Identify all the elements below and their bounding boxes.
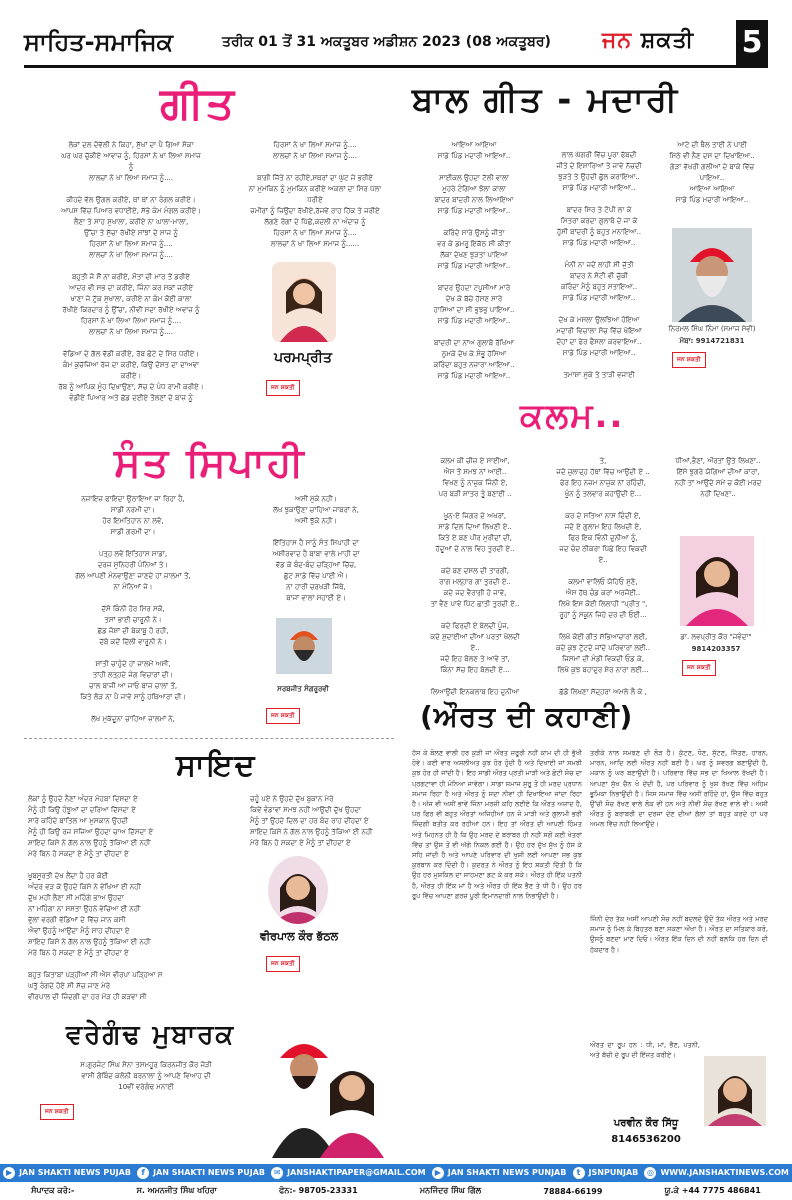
madari-phone: ਮੋਬਾ: 9914721831 <box>679 337 745 345</box>
footer-name-1: ਸ. ਅਮਨਜੀਤ ਸਿੰਘ ਖਹਿਰਾ <box>136 1186 217 1195</box>
madari-col-2: ਲਾਲ ਘੱਗਰੀ ਵਿੱਚ ਪੂਰਾ ਫੱਬਦੀ ਜੀਤੇ ਦੇ ਇਸ਼ਾਰਿਆਂ ਤੇ ਜਾਵੇ ਨੱਚਦੀ ਝੁੜਤੇ ਤੇ ਉਹਦੀ ਛੁੱਲ ਕਰਾਇਆ.. ਸਾਡੇ ਪਿੰਡ ਮਦਾਰੀ ਆਇਆ.. ਬਾਂਦਰ ਸਿਰ ਤੇ ਟੋਪੀ ਲਾ ਕੇ ਮਿੱਤਰਾਂ ਕਰਦਾ ਗੁਲਾਬੋ ਦੇ ਜਾ ਕੇ ਹੁੱਸੀ ਬਾਂਦਰੀ ਨੂੰ ਬਹੁਤ ਮਨਾਇਆ.. ਸਾਡੇ ਪਿੰਡ ਮਦਾਰੀ ਆਇਆ.. ਮੰਨੀ ਨਾ ਜਦੋਂ ਲਾਹੀ ਸੀ ਜੁੱਤੀ ਬਾਂਦਰ ਨੇ ਸੋਟੀ ਵੀ ਚੁੱਕੀ ਕਰਿੰਦਾ ਮੈਨੂੰ ਬਹੁਤ ਸਤਾਇਆ.. ਸਾਡੇ ਪਿੰਡ ਮਦਾਰੀ ਆਇਆ.. ਦੇਖ ਕੇ ਮਸਲਾ ਉਲਝਿਆ ਹੋਇਆ ਮਦਾਰੀ ਵਿਚਾਲਾ ਸੋਚ ਵਿੱਚ ਖੋਇਆ ਦੋਹਾਂ ਦਾ ਫੇਰ ਫੈਸਲਾ ਕਰਵਾਇਆ.. ਸਾਡੇ ਪਿੰਡ ਮਦਾਰੀ ਆਇਆ.. ਤਮਾਸ਼ਾ ਮੁੱਕੇ ਤੇ ਤਾੜੀ ਵਜਾਈ <box>556 151 642 379</box>
saaid-poem-left: ਲੋਕਾਂ ਨੂੰ ਉਹਦੇ ਨੈਣਾਂ ਅੰਦਰ ਮੋਹਬਾ ਦਿਸਦਾ ਏ ਮੈਨੂੰ ਹੀ ਕਿਉਂ ਹੰਝੂਆਂ ਦਾ ਦਰਿਆ ਦਿੱਸਦਾ ਏ ਸਾਰੇ ਕਹਿੰਦੇ ਬਾਤਿਲ ਆ ਮੁਸਕਾਨ ਉਹਦੀ ਮੈਨੂੰ ਹੀ ਕਿਉਂ ਰਜ ਸਜਿਆ ਉਹਦਾ ਚਾਅ ਦਿੱਸਦਾ ਏ ਸ਼ਾਇਦ ਕਿਸੇ ਨੇ ਗੱਲ ਨਾਲ ਉਹਨੂੰ ਤੱਕਿਆ ਈ ਨਹੀਂ ਮੇਰੇ ਬਿਨ ਹੋ ਸਕਦਾ ਏ ਮੈਨੂੰ ਤਾਂ ਦੀਂਹਦਾ ਏ ਖੂਬਸੂਰਤੀ ਦੇਖ ਲੈਂਦਾ ਹੈ ਹਰ ਕੋਈ ਅੰਦਰ ਵੜ ਕੇ ਉਹਦੇ ਕਿਸੇ ਨੇ ਵੇਖਿਆ ਈ ਨਹੀਂ ਦੁੱਖ ਮਹੀਂ ਲੈਣਾ ਸੀ ਮਹਿੰਗੇ ਭਾਅ ਉਹਦਾ ਨਾਂ ਮਹਿੰਗਾ ਨਾ ਸਸਤਾ ਉਹਨੇ ਵੇਚਿਆ ਈ ਨਹੀਂ ਵੁੱਲਾਂ ਵਰਗੀ ਵੱਡਿਆਂ ਦੇ ਵਿੱਚ ਜਾਨ ਕਸੀ ਐਵਾਂ ਉਹਨੂੰ ਆਉਂਦਾ ਮੈਨੂੰ ਸਾਹ ਦੀਂਹਦਾ ਏ ਸ਼ਾਇਦ ਕਿਸੇ ਨੇ ਗੱਲ ਨਾਲ ਉਹਨੂੰ ਤੱਕਿਆ ਈ ਨਹੀਂ ਮੇਰੇ ਬਿਨ ਹੋ ਸਕਦਾ ਏ ਮੈਨੂੰ ਤਾਂ ਦੀਂਹਦਾ ਏ ਬਹੁਤ ਕਿਤਾਬਾਂ ਪੜ੍ਹੀਆਂ ਸੀ ਐਸ ਵੀਰਪਾ ਪੜ੍ਹਿਆ ਸ ਘਤੁੱ ਰੰਗਦੇ ਹੋਏ ਸੀ ਸੱਚ ਜਾਣ ਮੇਰੇ ਵੀਰਪਾਲ ਦੀ ਜ਼ਿੰਦਗੀ ਦਾ ਹਰ ਮੋੜ ਹੀ ਕੜਵਾ ਸੀ <box>28 795 163 1001</box>
aurat-col-2: ਤਰੀਕੇ ਨਾਲ ਸਮਝਣ ਦੀ ਲੋੜ ਹੈ। ਕੁੱਟਣ, ਧੋਣ, ਸੁੱਟਣ, ਜਿੱਤਣ, ਹਾਰਨ, ਮਾਰਨ, ਆਦਿ ਲਈ ਔਰਤ ਨਹੀਂ ਬਣੀ ਹੈ। ਘਰ ਨੂੰ ਸਵਰਗ ਬਣਾਉਂਦੀ ਹੈ, ਮਕਾਨ ਨੂੰ ਘਰ ਬਣਾਉਂਦੀ ਹੈ। ਪਰਿਵਾਰ ਵਿੱਚ ਸਭ ਦਾ ਖਿਆਲ ਰੱਖਦੀ ਹੈ। ਆਪਣਾ ਸੁੱਖ ਚੈਨ ਖੋ ਦੇਂਦੀ ਹੈ, ਪਰ ਪਰਿਵਾਰ ਨੂੰ ਖੁਸ਼ ਰੱਖਣ ਵਿੱਚ ਅਹਿਮ ਭੂਮਿਕਾ ਨਿਭਾਉਂਦੀ ਹੈ। ਜਿਸ ਸਮਾਜ ਵਿੱਚ ਅਸੀਂ ਰਹਿੰਦੇ ਹਾਂ, ਉਸ ਵਿੱਚ ਬਹੁਤ ਉੱਚੀ ਸੋਚ ਰੱਖਣ ਵਾਲੇ ਲੋਕ ਵੀ ਹਨ ਅਤੇ ਨੀਵੀਂ ਸੋਚ ਰੱਖਣ ਵਾਲੇ ਵੀ। ਅਸੀਂ ਔਰਤ ਨੂੰ ਬਰਾਬਰੀ ਦਾ ਦਰਜਾ ਦੇਣ ਦੀਆਂ ਗੱਲਾਂ ਤਾਂ ਬਹੁਤ ਕਰਦੇ ਹਾਂ ਪਰ ਅਮਲ ਵਿੱਚ ਨਹੀਂ ਲਿਆਉਂਦੇ। <box>590 749 768 829</box>
couple-photo <box>272 1024 384 1158</box>
footer-contacts <box>0 1182 792 1200</box>
footer-social-bar <box>0 1164 792 1182</box>
author-photo-nirmal <box>672 228 752 322</box>
jan-shakti-badge: ਜਨ ਸ਼ਕਤੀ <box>266 708 300 724</box>
kalam-col-2: ਤੇ, ਜਦੋ ਜ਼ੁਲਾਦ੍ਹ ਹੱਥਾਂ ਵਿੱਚ ਆਉਂਦੀ ਏ .. ਫੇਰ ਇਹ ਨਜ਼ਮ ਨਾਜ਼ੁਕ ਨਾਂ ਰਹਿੰਦੀ, ਖੂੰਨ ਨੂੰ ਤਲਵਾਰ ਕਹਾਉਂਦੀ ਏ... ਕਰ ਦੇ ਸਤਿਆ ਨਾਸ ਦਿੰਦੀ ਏ, ਜਦੋ ਏ ਗੁਲਾਮ ਇਹ ਲਿਖਦੀ ਏ, ਫਿਰ ਇਕ ਵਿੰਨੀ ਦੁਨੀਆ ਨੂੰ, ਜਦ ਚੰਦ ਠੀਕਰਾ ਪਿੱਛੇ ਇਹ ਵਿਕਦੀ ਏ.. ਕਲਮਾਂ ਵਾਲਿਓ ਯੋਹਿਓ ਸੁਣੋ, ਐਸ ਹੱਥ ਚੰਡ ਕਰਾਂ ਅਰਜੋਈ.. ਲਿਖੋ ਇਸ ਕੋਈ ਲਿਲਾਹੀ "ਪ੍ਰੀਤ ", ਰੂਹਾਂ ਨੂੰ ਸਕੂਨ ਜਿਹੇ ਦਰ ਦੀ ਓਈ... ਲਿਖੋ ਕੋਈ ਗੀਤ ਸੱਭਿਆਚਾਰਾਂ ਲਈ, ਕਦੇ ਕੁਝ ਟੁੱਟਦੇ ਜਾਂਦੇ ਪਰਿਵਾਰਾਂ ਲਈ.. ਜਿਸਮਾਂ ਦੀ ਮੰਡੀ ਵਿਕਦੀ ਓਡ ਕੇ, ਲਿਖੋ ਕੁਝ ਬਹਾਦੁਰ ਸ਼ੇਰ ਨਾਰਾ ਲਈ... ਛੱਡੋ ਲਿਖਣਾ ਸੱਦ੍ਹਰਾ ਅਮਲੇ ਲੈ ਕੇ , <box>556 457 650 696</box>
sant-author: ਸਰਬਜੀਤ ਸੰਗਰੂਰਵੀ <box>277 685 329 693</box>
mail-icon: ✉ <box>271 1167 283 1179</box>
saaid-author: ਵੀਰਪਾਲ ਕੌਰ ਭੱਠਲ <box>259 930 339 943</box>
sant-poem-left: ਨਜ਼ਾਇਜ਼ ਫਾਇਦਾ ਉਠਾਇਆ ਜਾ ਰਿਹਾ ਹੈ, ਸਾਡੀ ਨਰਮੀ ਦਾ। ਹੋਰ ਇਮਤਿਹਾਨ ਨਾ ਲਵੋ, ਸਾਡੀ ਗਰਮੀ ਦਾ। ਪਤ੍ਹ ਲਵੋ ਇਤਿਹਾਸ ਸਾਡਾ, ਦਰਜ ਸੁਨਿਹਰੀ ਪੰਨਿਆਂ ਤੇ। ਗੱਲ ਆਪਣੀ ਮੰਨਵਾਉਣਾ ਜਾਣਦੇ ਹਾਂ ਜ਼ਾਲਮਾਂ ਤੋਂ, ਨਾ ਮੰਨਿਆਂ ਜੇ। ਦੱਸੋ ਕਿੰਨੀ ਹੋਰ ਸਿਰ ਸਕੋ, ਤਸਾਂ ਭਾਈ ਚਾਰੂਨੀ ਨੇ। ਛੱਡ ਜੋਸ਼ਾਂ ਦੀ ਬੇਕਾਬੂ ਹੋ ਰਹੀ, ਦੱਬੋ ਕਦੋਂ ਦਿੱਲੀ ਵਾਰੂਨੀ ਨੇ। ਸ਼ਾਂਤੀ ਚਾਹੁੰਦੇ ਹਾਂ ਜ਼ਾਲਮੋਂ ਅਸੀਂ, ਤਾਂਹੀ ਲਤ੍ਹਦੇ ਜੰਗ ਵਿਚਾਰਾਂ ਦੀ। ਚਾਲ ਬਾਜੀ ਆ ਜਾਓ ਬਾਜ਼ ਚਾਲਾਂ ਤੋਂ, ਕਿਤੇ ਲੋੜ ਨਾ ਪੈ ਜਾਵੇ ਸਾਨੂੰ ਹਥਿਆਰਾਂ ਦੀ। ਲੱਖ ਮੁਕੱਦੂਨਾ ਚਾਹਿਆ ਜ਼ਾਲਮਾਂ ਨੇ, <box>75 495 191 723</box>
footer-website-link[interactable]: ◎ WWW.JANSHAKTINEWS.COM <box>644 1167 788 1179</box>
saaid-poem-right: ਚਹੂੰ ਪਏ ਨੇ ਉਹਦੇ ਦੁੱਖ ਬੁਕਾਨ ਮੇਰੇ ਕਿਵੇਂ ਵੰਡਾਵਾਂ ਸਮਝ ਨਹੀਂ ਆਉਂਦੀ ਦੁੱਖ ਉਹਦਾ ਮੈਨੂੰ ਤਾਂ ਉਹਦੇ ਦਿਲ ਦਾ ਹਰ ਬੰਦ ਰਾਹ ਦੀਂਹਦਾ ਏ ਸ਼ਾਇਦ ਕਿਸੇ ਨੇ ਗੱਲ ਨਾਲ ਉਹਨੂੰ ਤੱਕਿਆ ਈ ਨਹੀਂ ਮੇਰੇ ਬਿਨ ਹੋ ਸਕਦਾ ਏ ਮੈਨੂੰ ਤਾਂ ਦੀਂਹਦਾ ਏ <box>250 795 373 847</box>
saaid-title: ਸਾਇਦ <box>176 748 257 783</box>
madari-author: ਨਿਰਮਲ ਸਿੰਘ ਨਿੰਮਾ (ਸਮਾਜ ਸੇਵੀ) <box>668 325 756 333</box>
footer-uk-phone: ਯੂ.ਕੇ +44 7775 486841 <box>664 1186 761 1195</box>
author-photo-lovepreet <box>680 536 754 626</box>
footer-facebook-link[interactable]: f JAN SHAKTI NEWS PUJAB <box>137 1167 265 1179</box>
aurat-tail: ਔਰਤ ਦਾ ਰੂਪ ਹਨ : ਧੀ, ਮਾਂ, ਭੈਣ, ਪਤਨੀ, ਅਤੇ ਬੱਚੀ ਦੇ ਰੂਪ ਦੀ ਇੱਜ਼ਤ ਕਰੀਏ। <box>590 1041 700 1060</box>
page-number: 5 <box>736 20 768 66</box>
wedding-text: ਸ:ਗੁਰਜੰਟ ਸਿੰਘ ਸੋਨਾ ਤਸਮਹੂਰ ਕਿਰਨਜੀਤ ਕੌਰ ਜੋੜੀ ਵਾਸੀ ਗੋਬਿੰਦ ਕਲੋਨੀ ਬਰਨਾਲਾ ਨੂੰ ਆਪਣੇ ਵਿਆਹ ਦੀ 10ਵੀਂ ਵਰੇਗੰਢ ਮਨਾਈ <box>80 1061 212 1091</box>
author-photo-parveen <box>704 1056 766 1126</box>
aurat-col-1: ਹੱਸ ਕੇ ਬੋਲਣ ਵਾਲੀ ਹਰ ਕੁੜੀ ਜਾਂ ਔਰਤ ਜ਼ਰੂਰੀ ਨਹੀਂ ਕਾਮ ਦੀ ਹੀ ਭੁੱਖੀ ਹੋਵੇ। ਕਈ ਵਾਰ ਅਸਲੀਅਤ ਕੁਝ ਹੋਰ ਹੁੰਦੀ ਹੈ ਅਤੇ ਦਿਖਾਈ ਜਾਂ ਸਮਝੀ ਕੁਝ ਹੋਰ ਹੀ ਜਾਂਦੀ ਹੈ। ਇਹ ਸਾਡੀ ਔਰਤ ਪ੍ਰਤੀ ਮਾੜੀ ਅਤੇ ਛੋਟੀ ਸੋਚ ਦਾ ਪ੍ਰਗਟਾਵਾ ਹੀ ਮੰਨਿਆ ਜਾਵੇਗਾ। ਸਾਡਾ ਸਮਾਜ ਸ਼ੁਰੂ ਤੋਂ ਹੀ ਮਰਦ ਪ੍ਰਧਾਨ ਸਮਾਜ ਰਿਹਾ ਹੈ ਅਤੇ ਔਰਤ ਨੂੰ ਸਦਾ ਨੀਵਾਂ ਹੀ ਦਿਖਾਇਆ ਜਾਂਦਾ ਰਿਹਾ ਹੈ। ਅੱਜ ਵੀ ਅਸੀਂ ਭਾਵੇਂ ਜਿੰਨਾ ਮਰਜ਼ੀ ਕਹਿ ਲਈਏ ਕਿ ਔਰਤ ਅਜ਼ਾਦ ਹੈ, ਪਰ ਫਿਰ ਵੀ ਬਹੁਤ ਔਰਤਾਂ ਅਜਿਹੀਆਂ ਹਨ ਜੋ ਮਾੜੀ ਅਤੇ ਗੁਲਾਮੀ ਭਰੀ ਜ਼ਿੰਦਗੀ ਬਤੀਤ ਕਰ ਰਹੀਆਂ ਹਨ। ਇਹ ਤਾਂ ਔਰਤ ਦੀ ਆਪਣੀ ਹਿੰਮਤ ਅਤੇ ਮਿਹਨਤ ਹੀ ਹੈ ਕਿ ਉਹ ਮਰਦ ਦੇ ਬਰਾਬਰ ਹੀ ਨਹੀਂ ਸਗੋਂ ਕਈ ਖੇਤਰਾਂ ਵਿੱਚ ਤਾਂ ਉਸ ਤੋਂ ਵੀ ਅੱਗੇ ਨਿਕਲ ਗਈ ਹੈ। ਉਹ ਹਰ ਦੁੱਖ ਸੁੱਖ ਨੂੰ ਹੱਸ ਕੇ ਸਹਿ ਜਾਂਦੀ ਹੈ ਅਤੇ ਆਪਣੇ ਪਰਿਵਾਰ ਦੀ ਖੁਸ਼ੀ ਲਈ ਆਪਣਾ ਸਭ ਕੁਝ ਕੁਰਬਾਨ ਕਰ ਦਿੰਦੀ ਹੈ। ਕੁਦਰਤ ਨੇ ਔਰਤ ਨੂੰ ਇਹ ਸ਼ਕਤੀ ਦਿੱਤੀ ਹੈ ਕਿ ਉਹ ਹਰ ਮੁਸ਼ਕਿਲ ਦਾ ਸਾਹਮਣਾ ਡਟ ਕੇ ਕਰ ਸਕੇ। ਔਰਤ ਹੀ ਇੱਕ ਪਤਨੀ ਹੈ, ਔਰਤ ਹੀ ਇੱਕ ਮਾਂ ਹੈ ਅਤੇ ਔਰਤ ਹੀ ਇੱਕ ਭੈਣ ਤੇ ਧੀ ਹੈ। ਉਹ ਹਰ ਰੂਪ ਵਿੱਚ ਆਪਣਾ ਫ਼ਰਜ਼ ਪੂਰੀ ਇਮਾਨਦਾਰੀ ਨਾਲ ਨਿਭਾਉਂਦੀ ਹੈ। <box>412 749 582 900</box>
aurat-title: (ਔਰਤ ਦੀ ਕਹਾਣੀ) <box>420 700 634 733</box>
author-photo-veerpal <box>268 856 328 924</box>
globe-icon: ◎ <box>644 1167 656 1179</box>
madari-title: ਬਾਲ ਗੀਤ - ਮਦਾਰੀ <box>412 80 680 120</box>
footer-name-2: ਮਨਜਿੰਦਰ ਸਿੰਘ ਗਿੱਲ <box>419 1186 482 1195</box>
jan-shakti-badge: ਜਨ ਸ਼ਕਤੀ <box>266 380 300 396</box>
jan-shakti-badge: ਜਨ ਸ਼ਕਤੀ <box>682 660 716 676</box>
geet-title: ਗੀਤ <box>160 78 237 129</box>
jan-shakti-badge: ਜਨ ਸ਼ਕਤੀ <box>266 956 300 972</box>
sant-poem-right: ਅਸੀਂ ਮੁੱਕੇ ਨਹੀਂ। ਲੱਖ ਝੁਕਾਉਣਾ ਚਾਹਿਆ ਜਾਬਰਾਂ ਨੇ, ਅਸੀਂ ਝੁੱਕੇ ਨਹੀਂ। ਇੱਤਿਹਾਸ ਹੈ ਸਾਨੂੰ ਸੰਤ ਸਿਪਾਹੀ ਦਾ ਅਸ਼ੀਰਵਾਦ ਹੈ ਬਾਬਾ ਵਾਲੇ ਮਾਹੀ ਦਾ ਵੱਡ ਕੇ ਬੰਦ-ਬੰਦ ਚੜ੍ਹਿਆਂ ਚਿੱਚ, ਛੁੱਟ ਸਾਡੇ ਵਿੱਚ ਪਾਈ ਐ। ਨਾ ਹਾਰੀ ਚਰਖੜੀ ਜਿੱਥੇ, ਬਾਜਾਂ ਵਾਲਾ ਸਹਾਈ ਏ। <box>272 495 360 602</box>
sant-title: ਸੰਤ ਸਿਪਾਹੀ <box>114 440 306 486</box>
author-photo-parampreet <box>272 262 336 342</box>
footer-email-link[interactable]: ✉ JANSHAKTIPAPER@GMAIL.COM <box>271 1167 425 1179</box>
kalam-col-1: ਕਲਮ ਕੀ ਚੀਜ਼ ਏ ਸਾਈਆਂ, ਐਸ ਤੋਂ ਸਮਝ ਨਾਂ ਆਈ.. ਵਿਖਣ ਨੂੰ ਨਾਜ਼ੁਕ ਜਿੰਨੀ ਏ, ਪਰ ਬੜੀ ਸ਼ਾਤਰ ਤੂੰ ਬਣਾਈ .. ਖੂਨ-ਏ ਜਿਗਰ ਦੇ ਅਖਰਾਂ, ਸਾਡੇ ਦਿਲ ਦਿਆਂ ਲਿਖਣੀ ਏ.. ਕਿਤੇ ਏ ਬਣ ਪੀਰ ਮੁਰੀਦਾਂ ਦੀ, ਹੱਦੂਆਂ ਦੇ ਨਾਲ ਵਿਹ ਤੁਰਦੀ ਏ.. ਕਦੇ ਬਣ ਦਸਲ ਦੀ ਤਾਰਗੀ, ਰਾਗ ਮਲ੍ਹਾਰ ਗਾ ਤੁਰਦੀ ਏ.. ਕਦੇ ਜਦ ਵੈਰਾਗੀ ਹੋ ਜਾਵੇ, ਤਾਂ ਵੈਣ ਪਾਵੇ ਪਿੱਟ ਛਾਤੀ ਤੁਰਦੀ ਏ.. ਕਦੇ ਫਿਰਦੀ ਏ ਬੇਲਦੀ ਪੂੰਜ, ਕਦੇ ਸ਼ੁਦਾਈਆਂ ਦੀਆਂ ਪਰਤਾਂ ਖੋਲਦੀ ਏ.. ਜਦੋ ਇਹ ਬੋਲਣ ਤੇ ਆਵੇ ਤਾਂ, ਕਿੰਨਾ ਸੱਚ ਇਹ ਬੋਲਦੀ ਏ... ਲਿਆਉਂਦੀ ਇਨਕਲਾਬ ਇਹ ਦੁਨੀਆ <box>430 457 520 696</box>
footer-youtube-link[interactable]: ▶ JAN SHAKTI NEWS PUJAB <box>3 1167 131 1179</box>
geet-poem-left: ਲੋਕਾਂ ਦਲ ਦੋਵੱਲੀ ਨੇ ਕਿਹਾ, ਸੁੱਖਾਂ ਦਾ ਪੈ ਗਿਆ ਸੋਕਾ ਘਰ ਘਰ ਚੁੱਕੀਏ ਆਵਾਜ਼ ਨੂੰ, ਹਿਰਸਾਂ ਨੇ ਖਾ ਲਿਆ ਸਮਾਜ ਨੂੰ ਲਾਲਚਾਂ ਨੇ ਖਾ ਲਿਆ ਸਮਾਜ ਨੂੰ.... ਕੀਹਦੇ ਵੱਲ ਉਂਗਲ ਕਰੀਏ, ਥਾਂ ਥਾਂ ਨਾ ਰੰਗਲ ਕਰੀਏ। ਆਪਸ ਵਿੱਚ ਪਿਆਰ ਵਧਾਈਏ, ਸੱਭੇ ਕੰਮ ਮੰਗਲ ਕਰੀਏ। ਲੈਣਾ ਤੇ ਸਾਹ ਸੁਖਾਲਾ, ਕਰੀਏ ਨਾ ਘਾਲਾ-ਮਾਲਾ, ਉੱਚਾ ਤੇ ਸੁੱਚਾ ਰੱਖੀਏ ਸਾਂਝਾਂ ਦੇ ਸਾਜ ਨੂੰ ਹਿਰਸਾਂ ਨੇ ਖਾ ਲਿਆ ਸਮਾਜ ਨੂੰ.... ਲਾਲਚਾਂ ਨੇ ਖਾ ਲਿਆ ਸਮਾਜ ਨੂੰ.... ਬਹੁਤੀ ਜੋ ਸੌਂ ਨਾ ਕਰੀਏ, ਮੌਤਾਂ ਦੀ ਮਾਰ ਤੋਂ ਡਰੀਏ ਆਦਰ ਵੀ ਸਭ ਦਾ ਕਰੀਏ, ਜਿੰਨਾ ਕਰ ਸਕਾਂ ਜਰੀਏ ਖਾਣਾ ਜੇ ਟੁੱਕ ਸੁਖਾਲਾ, ਕਰੀਏ ਨਾ ਕੰਮ ਕੋਈ ਕਾਲਾ ਰੱਖੀਏ ਕਿਰਦਾਰ ਨੂੰ ਉੱਚਾ, ਨੀਵੀਂ ਸਦਾ ਰੱਖੀਏ ਅਵਾਜ਼ ਨੂੰ ਹਿਰਸਾਂ ਨੇ ਖਾ ਲਿਆ ਲਿਆ ਸਮਾਜ ਨੂੰ.... ਲਾਲਚਾਂ ਨੇ ਖਾ ਲਿਆ ਸਮਾਜ ਨੂੰ.... ਵੱਡਿਆ ਦੇ ਗੱਲ ਵੱਡੀ ਕਰੀਏ, ਰੱਬ ਛੋਟੇ ਦੇ ਸਿਰ ਧਰੀਏ। ਕੰਮ ਕੁਚੱਜਿਆ ਰੱਜ ਦਾ ਕਰੀਏ, ਕਿਉਂ ਦੋਸ਼ਤ ਦਾ ਦਾਅਵਾ ਕਰੀਏ। ਰੱਬ ਨੂੰ ਆਪਿਕ ਮੂੰਹ ਦਿਖਾਉਣਾ, ਸੱਚ ਦੇ ਪੰਧ ਰਾਮੀ ਕਰੀਏ। ਵੰਡੀਏ ਪਿਆਰ ਅਤੇ ਛੱਡ ਦਈਏ ਤੋਲਣਾਂ ਦੇ ਬਾਜ਼ ਨੂੰ <box>58 141 204 402</box>
section-title: ਸਾਹਿਤ-ਸਮਾਜਿਕ <box>24 28 174 56</box>
footer-twitter-link[interactable]: t JSNPUNJAB <box>573 1167 639 1179</box>
divider <box>24 738 394 739</box>
masthead <box>24 20 768 68</box>
footer-phone-1: ਫੋਨ:- 98705-23331 <box>279 1186 358 1195</box>
twitter-icon: t <box>573 1167 585 1179</box>
footer-youtube-link-2[interactable]: ▶ JAN SHAKTI NEWS PUNJAB <box>432 1167 567 1179</box>
geet-author: ਪਰਮਪ੍ਰੀਤ <box>274 350 332 366</box>
youtube-icon: ▶ <box>432 1167 444 1179</box>
madari-col-1: ਆਇਆ ਆਇਆ ਸਾਡੇ ਪਿੰਡ ਮਦਾਰੀ ਆਇਆ.. ਸਾਈਕਲ ਉਹਦਾ ਟੱਲੀ ਵਾਲਾ ਮੂਹਰੇ ਟੰਗਿਆ ਝੋਲਾ ਕਾਲਾ ਬਾਂਦਰ ਬਾਂਦਰੀ ਨਾਲ ਲਿਆਇਆ ਸਾਡੇ ਪਿੰਡ ਮਦਾਰੀ ਆਇਆ.. ਕਰਿੰਦੇ ਸਾਰੇ ਉਸਨੂੰ ਜੀਤਾ ਵਰ ਕੇ ਡਮਰੂ ਇਕੱਠ ਸੀ ਕੀਤਾ ਲੱਕਾ ਦੇਖਣ ਝੁੜਤਾ ਪਾਇਆ ਸਾਡੇ ਪਿੰਡ ਮਦਾਰੀ ਆਇਆ.. ਬਾਂਦਰ ਉਹਦਾ ਟਪੂਸੀਆਂ ਮਾਰੇ ਦੇਖ ਕੇ ਬੱਚੇ ਹੱਸਣ ਸਾਰੇ ਹਾਸਿਆਂ ਦਾ ਸੀ ਭੁਝਭੁ ਪਾਇਆ.. ਸਾਡੇ ਪਿੰਡ ਮਦਾਰੀ ਆਇਆ.. ਬਾਂਦਰੀ ਦਾ ਨਾਂਅ ਗੁਲਾਬੋ ਰੱਖਿਆ ਠੁਮਕੇ ਦੇਖ ਕੇ ਸੰਭੂ ਹੱਸਿਆ ਕਰਿੰਦਾ ਬਹੁਤ ਨਜ਼ਾਰਾ ਆਇਆ.. ਸਾਡੇ ਪਿੰਡ ਮਦਾਰੀ ਆਇਆ.. <box>433 141 515 380</box>
wedding-title: ਵਰੇਗੰਢ ਮੁਬਾਰਕ <box>66 1020 236 1050</box>
edition-date: ਤਰੀਕ 01 ਤੋਂ 31 ਅਕਤੂਬਰ ਅਡੀਸ਼ਨ 2023 (08 ਅਕਤੂਬਰ) <box>222 34 551 50</box>
jan-shakti-badge: ਜਨ ਸ਼ਕਤੀ <box>40 1104 74 1120</box>
aurat-author: ਪਰਵੀਨ ਕੌਰ ਸਿੱਧੂ <box>613 1118 679 1129</box>
facebook-icon: f <box>137 1167 149 1179</box>
footer-phone-2: 78884-66199 <box>543 1186 603 1196</box>
aurat-phone: 8146536200 <box>611 1134 681 1145</box>
youtube-icon: ▶ <box>3 1167 15 1179</box>
geet-poem-right: ਹਿਰਸਾਂ ਨੇ ਖਾ ਲਿਆ ਸਮਾਜ ਨੂੰ.... ਲਾਲਚਾਂ ਨੇ ਖਾ ਲਿਆ ਸਮਾਜ ਨੂੰ.... ਬਾਗੀ ਜਿੱਤੇ ਨਾ ਰਹੀਏ,ਸਥਰਾਂ ਦਾ ਘੁੱਟ ਜੇ ਭਰੀਏ ਨਾ ਮੁਮਕਿਨ ਨੂੰ ਮੁਮਕਿਨ ਕਰੀਏ ਅਕਲਾਂ ਦਾ ਸਿਰ ਪੱਲਾ ਧਰੀਏ ਜ਼ਮੀਰਾਂ ਨੂੰ ਜਿਉਂਦਾ ਰੱਖੀਏ,ਰੱਜਵੇਂ ਰਾਹ ਹਿੱਕ ਤੇ ਜਰੀਏ ਲੱਗਣੇ ਰੋਗਾਂ ਦੇ ਪਿੱਛੋਂ,ਕਦਲੀ ਨਾ ਅੰਦਾਜ਼ ਨੂੰ ਹਿਰਸਾਂ ਨੇ ਖਾ ਲਿਆ ਸਮਾਜ ਨੂੰ.... ਲਾਲਚਾਂ ਨੇ ਖਾ ਲਿਆ ਸਮਾਜ ਨੂੰ...... <box>248 141 382 248</box>
jan-shakti-badge: ਜਨ ਸ਼ਕਤੀ <box>672 352 706 368</box>
aurat-col-3: ਜਿੰਨੀ ਦੇਰ ਤੱਕ ਅਸੀਂ ਆਪਣੀ ਸੋਚ ਨਹੀਂ ਬਦਲਦੇ ਉਦੋਂ ਤੱਕ ਔਰਤ ਅਤੇ ਮਰਦ ਸਮਾਜ ਨੂੰ ਮਿਲ ਕੇ ਬਿਹਤਰ ਬਣਾ ਸਕਣਾ ਔਖਾ ਹੈ। ਔਰਤ ਦਾ ਸਤਿਕਾਰ ਕਰੋ, ਉਸਨੂੰ ਬਣਦਾ ਮਾਣ ਦਿਓ। ਔਰਤ ਇੱਕ ਦਿਨ ਦੀ ਨਹੀਂ ਬਲਕਿ ਹਰ ਦਿਨ ਦੀ ਹੱਕਦਾਰ ਹੈ। <box>590 915 768 954</box>
kalam-col-3: ਧੀਆਂ,ਭੈਣਾਂ, ਔਰਤਾਂ ਉਤੇ ਲਿਖਣਾ.. ਇੱਸੇ ਝੁਗਰੇ ਯੋਗਿਆਂ ਦੀਆਂ ਕਾਰਾਂ, ਨਹੀਂ ਤਾਂ ਆਉਂਦੇ ਸਮੇਂ ਚ ਕੋਈ ਮਰਦ ਨਹੀਂ ਦਿਖਣਾ.. <box>674 457 762 498</box>
kalam-author: ਡਾ. ਲਵਪ੍ਰੀਤ ਕੌਰ "ਜਵੰਦਾ" <box>680 633 752 641</box>
kalam-phone: 9814203357 <box>691 645 741 653</box>
kalam-title: ਕਲਮ.. <box>520 396 625 436</box>
jan-shakti-logo: ਜਨ ਸ਼ਕਤੀ <box>602 28 695 53</box>
footer-editor-label: ਸੰਪਾਦਕ ਕਰੋ:- <box>31 1186 75 1195</box>
author-photo-sarabjit <box>276 618 332 674</box>
madari-col-3: ਆਟੇ ਦੀ ਥੈਲ ਤਾਈ ਨੇ ਪਾਈ ਮਿੱਠੇ ਵੀ ਨੈਣ ਦਸ ਦਾ ਦਿਖਾਇਆ.. ਗੇੜਾ ਵੱਖਰੀ ਗਲੀਆਂ ਦੇ ਬਾਕੇ ਵਿੱਚ ਪਾਇਆ.. ਆਇਆ ਆਇਆ ਸਾਡੇ ਪਿੰਡ ਮਦਾਰੀ ਆਇਆ.. <box>669 141 755 204</box>
